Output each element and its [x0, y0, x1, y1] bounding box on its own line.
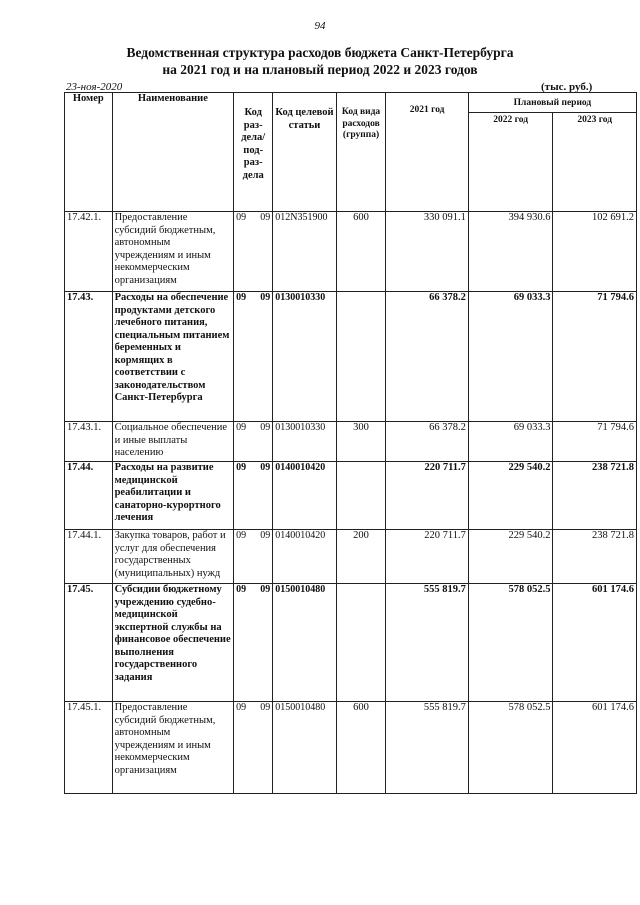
budget-table: [64, 92, 637, 794]
row-target-code: 0140010420: [273, 462, 336, 530]
row-amount-2021: 555 819.7: [386, 584, 468, 702]
table-row: [65, 292, 637, 422]
row-amount-2021: 66 378.2: [386, 422, 468, 462]
section-code: 09: [236, 422, 247, 433]
row-name: Социальное обеспечение и иные выплаты населению: [112, 422, 234, 462]
row-target-code: 0150010480: [273, 584, 336, 702]
header-target-code: Код целевой статьи: [273, 93, 336, 212]
section-code: 09: [236, 530, 247, 541]
header-year-2022: 2022 год: [468, 113, 553, 212]
row-expense-type: 200: [336, 530, 386, 584]
row-name: Предоставление субсидий бюджетным, автономным учреждениям и иным некоммерческим организациям: [112, 212, 234, 292]
subsection-code: 09: [260, 530, 271, 541]
row-amount-2023: 601 174.6: [553, 584, 637, 702]
row-amount-2022: 394 930.6: [468, 212, 553, 292]
row-name: Предоставление субсидий бюджетным, автономным учреждениям и иным некоммерческим организациям: [112, 702, 234, 794]
section-code: 09: [236, 584, 247, 595]
row-number: 17.45.: [65, 584, 113, 702]
header-planned-period: Плановый период: [468, 93, 636, 113]
row-amount-2023: 102 691.2: [553, 212, 637, 292]
table-row: [65, 462, 637, 530]
units-label: (тыс. руб.): [541, 81, 593, 93]
row-name: Субсидии бюджетному учреждению судебно-медицинской экспертной службы на финансовое обеспечение выполнения государственного задания: [112, 584, 234, 702]
page-number: 94: [314, 20, 326, 32]
row-expense-type: 600: [336, 702, 386, 794]
row-amount-2022: 229 540.2: [468, 530, 553, 584]
row-section-code: [234, 530, 273, 584]
header-name: Наименование: [112, 93, 234, 212]
row-section-code: [234, 462, 273, 530]
row-number: 17.43.1.: [65, 422, 113, 462]
row-number: 17.42.1.: [65, 212, 113, 292]
section-code: 09: [236, 292, 247, 303]
table-row: [65, 530, 637, 584]
row-amount-2022: 578 052.5: [468, 702, 553, 794]
subsection-code: 09: [260, 292, 271, 303]
row-number: 17.44.: [65, 462, 113, 530]
document-title: [0, 44, 640, 78]
header-section-code: Код раз- дела/ под- раз- дела: [234, 93, 273, 212]
row-name: Расходы на развитие медицинской реабилитации и санаторно-курортного лечения: [112, 462, 234, 530]
title-line-1: Ведомственная структура расходов бюджета Санкт-Петербурга: [126, 45, 514, 60]
row-expense-type: [336, 462, 386, 530]
row-number: 17.43.: [65, 292, 113, 422]
section-code: 09: [236, 702, 247, 713]
row-section-code: [234, 422, 273, 462]
subsection-code: 09: [260, 462, 271, 473]
header-expense-type-code: Код вида расходов (группа): [336, 93, 386, 212]
subsection-code: 09: [260, 212, 271, 223]
row-target-code: 0150010480: [273, 702, 336, 794]
row-expense-type: 300: [336, 422, 386, 462]
table-row: [65, 702, 637, 794]
row-amount-2023: 238 721.8: [553, 462, 637, 530]
row-amount-2021: 555 819.7: [386, 702, 468, 794]
row-section-code: [234, 702, 273, 794]
row-target-code: 0140010420: [273, 530, 336, 584]
row-amount-2023: 238 721.8: [553, 530, 637, 584]
row-number: 17.45.1.: [65, 702, 113, 794]
row-amount-2021: 220 711.7: [386, 530, 468, 584]
row-name: Расходы на обеспечение продуктами детского лечебного питания, специальным питанием беременных и кормящих в соответствии с законодательством Санкт-Петербурга: [112, 292, 234, 422]
row-amount-2022: 69 033.3: [468, 292, 553, 422]
row-section-code: [234, 584, 273, 702]
row-expense-type: [336, 584, 386, 702]
subsection-code: 09: [260, 702, 271, 713]
row-amount-2023: 71 794.6: [553, 292, 637, 422]
title-line-2: на 2021 год и на плановый период 2022 и 2023 годов: [162, 62, 478, 77]
document-date: 23-ноя-2020: [66, 81, 123, 93]
row-expense-type: [336, 292, 386, 422]
subsection-code: 09: [260, 422, 271, 433]
row-amount-2021: 220 711.7: [386, 462, 468, 530]
row-target-code: 012N351900: [273, 212, 336, 292]
row-amount-2021: 66 378.2: [386, 292, 468, 422]
row-amount-2023: 601 174.6: [553, 702, 637, 794]
row-amount-2022: 69 033.3: [468, 422, 553, 462]
row-target-code: 0130010330: [273, 422, 336, 462]
row-expense-type: 600: [336, 212, 386, 292]
row-amount-2022: 578 052.5: [468, 584, 553, 702]
row-amount-2022: 229 540.2: [468, 462, 553, 530]
header-year-2021: 2021 год: [386, 93, 468, 212]
table-row: [65, 584, 637, 702]
row-number: 17.44.1.: [65, 530, 113, 584]
row-section-code: [234, 292, 273, 422]
header-year-2023: 2023 год: [553, 113, 637, 212]
section-code: 09: [236, 462, 247, 473]
section-code: 09: [236, 212, 247, 223]
row-amount-2023: 71 794.6: [553, 422, 637, 462]
header-number: Номер: [65, 93, 113, 212]
row-target-code: 0130010330: [273, 292, 336, 422]
row-name: Закупка товаров, работ и услуг для обеспечения государственных (муниципальных) нужд: [112, 530, 234, 584]
subsection-code: 09: [260, 584, 271, 595]
table-row: [65, 422, 637, 462]
row-section-code: [234, 212, 273, 292]
table-row: [65, 212, 637, 292]
row-amount-2021: 330 091.1: [386, 212, 468, 292]
